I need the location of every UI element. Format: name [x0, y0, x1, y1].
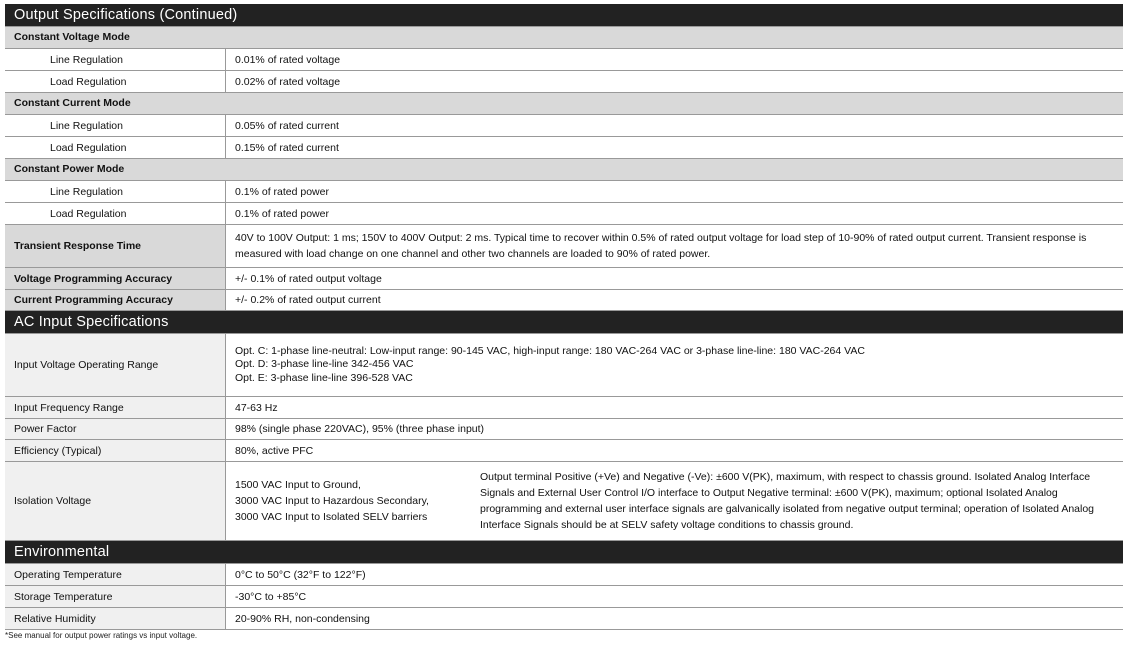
row-label: Load Regulation [5, 71, 226, 92]
row-value [226, 462, 1123, 540]
table-row [5, 586, 1123, 608]
table-row [5, 334, 1123, 397]
row-label: Storage Temperature [5, 586, 226, 607]
value-line: 1500 VAC Input to Ground, [235, 479, 361, 491]
table-row [5, 225, 1123, 268]
group-constant-voltage: Constant Voltage Mode [5, 27, 1123, 49]
section-header-environmental: Environmental [5, 541, 1123, 564]
row-value: 20-90% RH, non-condensing [235, 612, 370, 625]
table-row [5, 137, 1123, 159]
row-value: 0°C to 50°C (32°F to 122°F) [235, 568, 366, 581]
row-value: 80%, active PFC [235, 444, 314, 457]
row-label: Isolation Voltage [5, 462, 226, 540]
row-value: 98% (single phase 220VAC), 95% (three phase input) [235, 423, 485, 435]
row-label: Input Voltage Operating Range [5, 334, 226, 396]
table-row [5, 71, 1123, 93]
row-value: +/- 0.2% of rated output current [235, 294, 381, 306]
section-header-ac-input: AC Input Specifications [5, 311, 1123, 334]
row-label: Power Factor [5, 419, 226, 439]
value-line: 3000 VAC Input to Isolated SELV barriers [235, 511, 428, 523]
table-row [5, 397, 1123, 419]
row-label: Line Regulation [5, 181, 226, 202]
value-line: Opt. C: 1-phase line-neutral: Low-input range: 90-145 VAC, high-input range: 180 VAC-264 VAC or 3-phase line-line: 180 VAC-264 VAC [235, 344, 865, 357]
table-row [5, 49, 1123, 71]
spec-table [5, 4, 1123, 630]
row-value: 0.1% of rated power [235, 207, 329, 220]
row-value: 40V to 100V Output: 1 ms; 150V to 400V Output: 2 ms. Typical time to recover within 0.5% of rated output voltage for load step of 10-90% of rated output current. Transient response is measured with load change on one channel and other two channels are loaded to 90% of rated power. [235, 232, 1087, 260]
row-value: +/- 0.1% of rated output voltage [235, 272, 382, 285]
row-label: Load Regulation [5, 137, 226, 158]
row-label: Line Regulation [5, 49, 226, 70]
value-line: Opt. D: 3-phase line-line 342-456 VAC [235, 358, 414, 371]
row-value: 0.01% of rated voltage [235, 53, 341, 66]
row-value [226, 334, 1123, 396]
table-row [5, 181, 1123, 203]
table-row [5, 203, 1123, 225]
row-label: Current Programming Accuracy [5, 290, 226, 310]
row-label: Relative Humidity [5, 608, 226, 629]
isolation-input-values [235, 477, 480, 525]
row-label: Load Regulation [5, 203, 226, 224]
section-header-output: Output Specifications (Continued) [5, 4, 1123, 27]
row-label: Operating Temperature [5, 564, 226, 585]
table-row [5, 419, 1123, 440]
table-row [5, 290, 1123, 311]
row-label: Efficiency (Typical) [5, 440, 226, 461]
row-value: 0.02% of rated voltage [235, 75, 341, 88]
group-constant-power: Constant Power Mode [5, 159, 1123, 181]
table-row [5, 608, 1123, 630]
table-row [5, 440, 1123, 462]
footnote: *See manual for output power ratings vs input voltage. [5, 631, 198, 640]
row-label: Voltage Programming Accuracy [5, 268, 226, 289]
row-label: Input Frequency Range [5, 397, 226, 418]
row-value: 0.1% of rated power [235, 185, 329, 198]
table-row [5, 115, 1123, 137]
group-constant-current: Constant Current Mode [5, 93, 1123, 115]
row-label: Line Regulation [5, 115, 226, 136]
row-value: -30°C to +85°C [235, 590, 307, 603]
table-row [5, 268, 1123, 290]
row-value: 0.05% of rated current [235, 119, 339, 132]
row-label: Transient Response Time [5, 225, 226, 267]
table-row [5, 462, 1123, 541]
row-value: 0.15% of rated current [235, 141, 339, 154]
isolation-output-values: Output terminal Positive (+Ve) and Negative (-Ve): ±600 V(PK), maximum, with respect to chassis ground. Isolated Analog Interface Signals and External User Control I/O interface to Output Negative terminal: ±600 V(PK), maximum; optional Isolated Analog programming and external user interface signals are galvanically isolated from negative output terminal; operation of Isolated Analog Interface Signals should be at SELV safety voltage conditions to chassis ground. [480, 471, 1095, 531]
value-line: Opt. E: 3-phase line-line 396-528 VAC [235, 371, 413, 384]
row-value: 47-63 Hz [235, 401, 278, 414]
table-row [5, 564, 1123, 586]
value-line: 3000 VAC Input to Hazardous Secondary, [235, 495, 429, 507]
